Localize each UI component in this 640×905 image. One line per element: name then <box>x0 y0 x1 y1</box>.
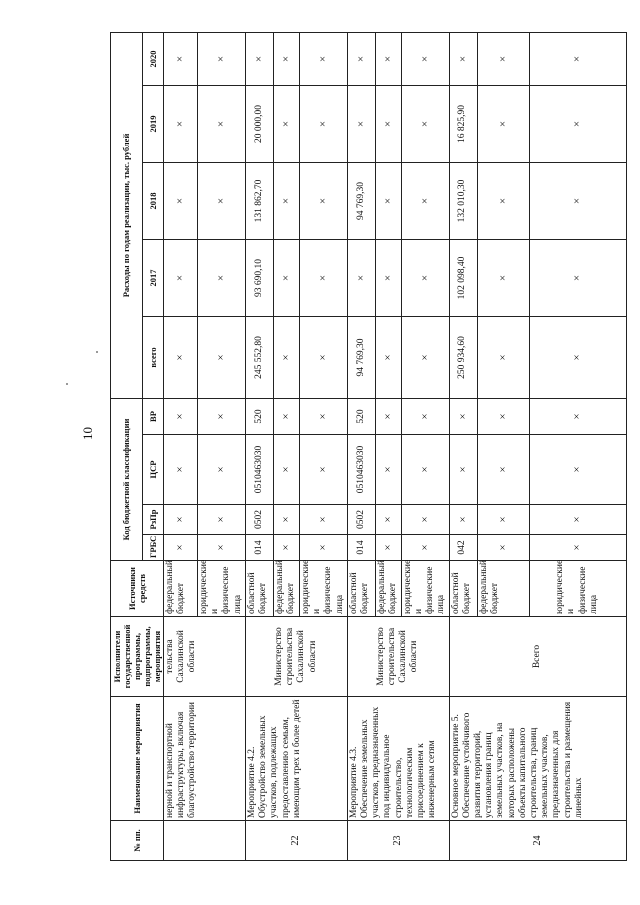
csr-cell: × <box>449 435 477 505</box>
grbs-cell: × <box>299 535 347 561</box>
source: федеральный бюджет <box>375 561 401 617</box>
scan-dot <box>96 351 98 353</box>
total-cell: × <box>375 317 401 399</box>
row-num: 23 <box>347 821 449 861</box>
csr-cell: × <box>299 435 347 505</box>
rzpr-cell: × <box>273 505 299 535</box>
activity-name: Основное мероприятие 5. Обеспечение устойчивого развития территорий, установления границ земельных участков, на которых расположены объекты капитального строительства, границ земельных участков, предназначенных для строительства и размещения линейных <box>449 697 626 821</box>
source: юридические и физические лица <box>401 561 449 617</box>
y2019-cell: 20 000,00 <box>245 86 273 163</box>
y2017-cell: 102 098,40 <box>449 240 477 317</box>
y2020-cell: × <box>273 32 299 85</box>
page-number: 10 <box>80 427 95 440</box>
header-name: Наименование мероприятия <box>111 697 164 821</box>
y2017-cell: × <box>273 240 299 317</box>
source: областной бюджет <box>347 561 375 617</box>
grbs-cell: × <box>375 535 401 561</box>
source: областной бюджет <box>449 561 477 617</box>
y2019-cell: × <box>401 86 449 163</box>
csr-cell: 0510463030 <box>245 435 273 505</box>
header-2018: 2018 <box>143 163 164 240</box>
rzpr-cell: 0502 <box>347 505 375 535</box>
y2019-cell: × <box>477 86 529 163</box>
header-expenses: Расходы по годам реализации, тыс. рублей <box>111 32 143 398</box>
row-num: 24 <box>449 821 626 861</box>
y2020-cell: × <box>299 32 347 85</box>
y2018-cell: × <box>198 163 246 240</box>
vr-cell: × <box>529 399 626 435</box>
y2017-cell: 93 690,10 <box>245 240 273 317</box>
total-cell: × <box>273 317 299 399</box>
csr-cell: × <box>375 435 401 505</box>
y2017-cell: × <box>477 240 529 317</box>
y2018-cell: 94 769,30 <box>347 163 375 240</box>
rzpr-cell: × <box>529 505 626 535</box>
y2019-cell: × <box>347 86 375 163</box>
grbs-cell: × <box>529 535 626 561</box>
vr-cell: 520 <box>245 399 273 435</box>
y2017-cell: × <box>164 240 198 317</box>
total-cell: × <box>477 317 529 399</box>
source: юридические и физические лица <box>198 561 246 617</box>
y2020-cell: × <box>245 32 273 85</box>
header-rzpr: РзПр <box>143 505 164 535</box>
csr-cell: 0510463030 <box>347 435 375 505</box>
rzpr-cell: × <box>401 505 449 535</box>
y2020-cell: × <box>477 32 529 85</box>
grbs-cell: × <box>164 535 198 561</box>
y2018-cell: × <box>529 163 626 240</box>
rzpr-cell: 0502 <box>245 505 273 535</box>
header-csr: ЦСР <box>143 435 164 505</box>
total-cell: 245 552,80 <box>245 317 273 399</box>
header-sources: Источники средств <box>111 561 164 617</box>
y2017-cell: × <box>375 240 401 317</box>
csr-cell: × <box>401 435 449 505</box>
grbs-cell: × <box>401 535 449 561</box>
y2018-cell: × <box>375 163 401 240</box>
y2020-cell: × <box>164 32 198 85</box>
header-executor: Исполнители государственной программы, подпрограммы, мероприятия <box>111 617 164 697</box>
vr-cell: × <box>375 399 401 435</box>
vr-cell: × <box>299 399 347 435</box>
source: юридические и физические лица <box>299 561 347 617</box>
csr-cell: × <box>273 435 299 505</box>
total-cell: × <box>198 317 246 399</box>
grbs-cell: 014 <box>245 535 273 561</box>
y2020-cell: × <box>449 32 477 85</box>
total-cell: × <box>529 317 626 399</box>
activity-name: Мероприятие 4.3. Обеспечение земельных участков, предназначенных под индивидуальное строительство, технологическим присоединением к инженерным сетям <box>347 697 449 821</box>
csr-cell: × <box>198 435 246 505</box>
csr-cell: × <box>477 435 529 505</box>
executor: Министерство строительства Сахалинской области <box>347 617 449 697</box>
rzpr-cell: × <box>477 505 529 535</box>
y2019-cell: × <box>198 86 246 163</box>
vr-cell: × <box>198 399 246 435</box>
y2020-cell: × <box>401 32 449 85</box>
y2017-cell: × <box>299 240 347 317</box>
y2019-cell: × <box>375 86 401 163</box>
source: юридические и физические лица <box>529 561 626 617</box>
header-grbs: ГРБС <box>143 535 164 561</box>
vr-cell: × <box>477 399 529 435</box>
y2019-cell: × <box>164 86 198 163</box>
y2018-cell: × <box>299 163 347 240</box>
total-cell: × <box>164 317 198 399</box>
y2020-cell: × <box>198 32 246 85</box>
total-cell: 94 769,30 <box>347 317 375 399</box>
header-2017: 2017 <box>143 240 164 317</box>
y2019-cell: × <box>299 86 347 163</box>
header-2019: 2019 <box>143 86 164 163</box>
y2017-cell: × <box>347 240 375 317</box>
grbs-cell: × <box>198 535 246 561</box>
rotated-table-wrapper <box>110 33 599 861</box>
budget-table <box>110 32 627 861</box>
activity-name: нерной и транспортной инфраструктуры, включая благоустройство территории <box>164 697 246 821</box>
y2018-cell: × <box>164 163 198 240</box>
header-num: № пп. <box>111 821 164 861</box>
row-num: 22 <box>245 821 347 861</box>
rzpr-cell: × <box>299 505 347 535</box>
grbs-cell: × <box>273 535 299 561</box>
csr-cell: × <box>529 435 626 505</box>
y2017-cell: × <box>198 240 246 317</box>
grbs-cell: × <box>477 535 529 561</box>
rzpr-cell: × <box>449 505 477 535</box>
executor: тельства Сахалинской области <box>164 617 246 697</box>
header-vr: ВР <box>143 399 164 435</box>
vr-cell: × <box>401 399 449 435</box>
scan-dot <box>66 383 68 385</box>
y2019-cell: × <box>529 86 626 163</box>
header-total: всего <box>143 317 164 399</box>
csr-cell: × <box>164 435 198 505</box>
y2020-cell: × <box>347 32 375 85</box>
header-2020: 2020 <box>143 32 164 85</box>
row-num <box>164 821 246 861</box>
rzpr-cell: × <box>164 505 198 535</box>
activity-name: Мероприятие 4.2. Обустройство земельных участков, подлежащих предоставлению семьям, имеющим трех и более детей <box>245 697 347 821</box>
y2018-cell: 132 010,30 <box>449 163 477 240</box>
header-budget-class: Код бюджетной классификации <box>111 399 143 561</box>
y2019-cell: × <box>273 86 299 163</box>
y2018-cell: × <box>401 163 449 240</box>
source: федеральный бюджет <box>477 561 529 617</box>
total-cell: × <box>401 317 449 399</box>
vr-cell: × <box>164 399 198 435</box>
rzpr-cell: × <box>375 505 401 535</box>
y2018-cell: 131 862,70 <box>245 163 273 240</box>
grbs-cell: 042 <box>449 535 477 561</box>
vr-cell: 520 <box>347 399 375 435</box>
grbs-cell: 014 <box>347 535 375 561</box>
y2019-cell: 16 825,90 <box>449 86 477 163</box>
executor: Министерство строительства Сахалинской области <box>245 617 347 697</box>
y2017-cell: × <box>401 240 449 317</box>
y2020-cell: × <box>529 32 626 85</box>
y2017-cell: × <box>529 240 626 317</box>
y2018-cell: × <box>477 163 529 240</box>
y2018-cell: × <box>273 163 299 240</box>
rzpr-cell: × <box>198 505 246 535</box>
executor: Всего <box>449 617 626 697</box>
total-cell: 250 934,60 <box>449 317 477 399</box>
source: федеральный бюджет <box>164 561 198 617</box>
y2020-cell: × <box>375 32 401 85</box>
source: федеральный бюджет <box>273 561 299 617</box>
total-cell: × <box>299 317 347 399</box>
vr-cell: × <box>273 399 299 435</box>
vr-cell: × <box>449 399 477 435</box>
source: областной бюджет <box>245 561 273 617</box>
